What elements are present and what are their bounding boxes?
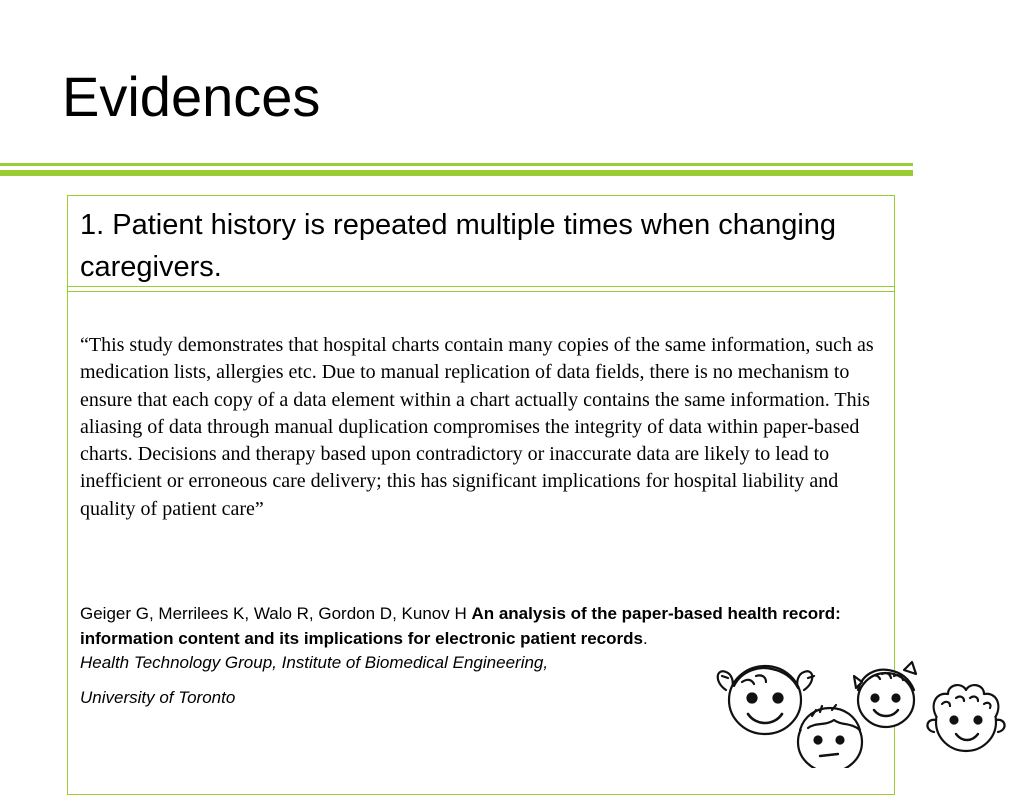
box-divider-bottom bbox=[67, 291, 895, 292]
citation-affiliation-university: University of Toronto bbox=[80, 688, 236, 707]
child-face-2 bbox=[798, 705, 862, 768]
title-rule-thin bbox=[0, 163, 913, 166]
title-rule-thick bbox=[0, 170, 913, 176]
slide-title: Evidences bbox=[62, 65, 321, 128]
child-face-3 bbox=[854, 662, 916, 727]
children-faces-clipart bbox=[712, 660, 1012, 768]
child-face-1 bbox=[718, 666, 814, 734]
child-face-4 bbox=[927, 685, 1004, 751]
point-heading: 1. Patient history is repeated multiple times when changing caregivers. bbox=[80, 209, 837, 283]
citation-separator: . bbox=[642, 628, 648, 648]
citation-affiliation: Health Technology Group, Institute of Biomedical Engineering, bbox=[80, 653, 549, 672]
citation-article-title: An analysis of the paper-based health record: information content and its implications for electronic patient records bbox=[80, 604, 841, 648]
citation-authors: Geiger G, Merrilees K, Walo R, Gordon D, Kunov H bbox=[80, 604, 472, 623]
study-quote: “This study demonstrates that hospital charts contain many copies of the same information, such as medication lists, allergies etc. Due to manual replication of data fields, there is no mechanism to ensure that each copy of a data element within a chart actually contains the same information. This aliasing of data through manual duplication compromises the integrity of data within paper-based charts. Decisions and therapy based upon contradictory or inaccurate data are likely to lead to inefficient or erroneous care delivery; this has significant implications for hospital liability and quality of patient care” bbox=[80, 334, 874, 520]
